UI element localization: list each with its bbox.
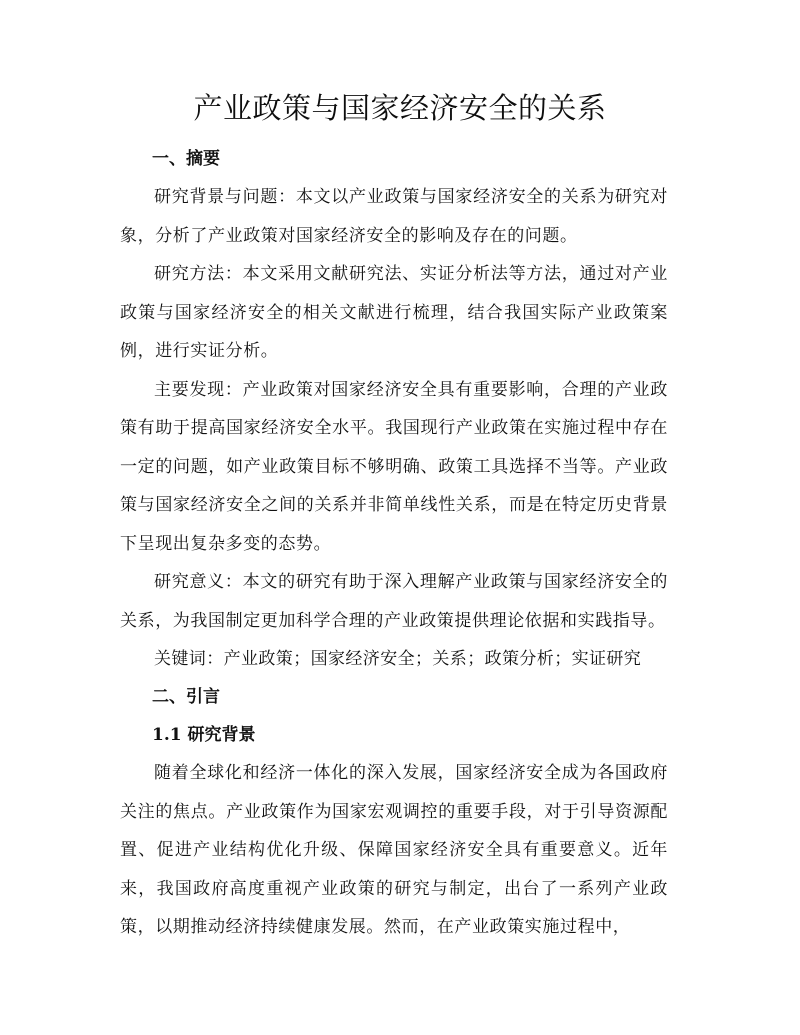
abstract-significance-paragraph: 研究意义：本文的研究有助于深入理解产业政策与国家经济安全的关系，为我国制定更加科学合理的产业政策提供理论依据和实践指导。 [120, 572, 668, 631]
introduction-heading: 二、引言 [152, 687, 220, 707]
document-body [120, 140, 668, 947]
introduction-paragraph: 随着全球化和经济一体化的深入发展，国家经济安全成为各国政府关注的焦点。产业政策作为国家宏观调控的重要手段，对于引导资源配置、促进产业结构优化升级、保障国家经济安全具有重要意义。近年来，我国政府高度重视产业政策的研究与制定，出台了一系列产业政策，以期推动经济持续健康发展。然而，在产业政策实施过程中， [120, 763, 668, 937]
introduction-section [120, 678, 668, 947]
keywords-line: 关键词：产业政策；国家经济安全；关系；政策分析；实证研究 [154, 649, 642, 669]
abstract-heading: 一、摘要 [152, 149, 220, 169]
abstract-background-paragraph: 研究背景与问题：本文以产业政策与国家经济安全的关系为研究对象，分析了产业政策对国家经济安全的影响及存在的问题。 [120, 187, 668, 246]
research-background-subheading: 1.1 研究背景 [152, 725, 256, 745]
abstract-findings-paragraph: 主要发现：产业政策对国家经济安全具有重要影响，合理的产业政策有助于提高国家经济安全水平。我国现行产业政策在实施过程中存在一定的问题，如产业政策目标不够明确、政策工具选择不当等。产业政策与国家经济安全之间的关系并非简单线性关系，而是在特定历史背景下呈现出复杂多变的态势。 [120, 379, 668, 554]
abstract-methods-paragraph: 研究方法：本文采用文献研究法、实证分析法等方法，通过对产业政策与国家经济安全的相关文献进行梳理，结合我国实际产业政策案例，进行实证分析。 [120, 264, 668, 361]
abstract-section [120, 140, 668, 678]
document-title: 产业政策与国家经济安全的关系 [193, 91, 607, 125]
